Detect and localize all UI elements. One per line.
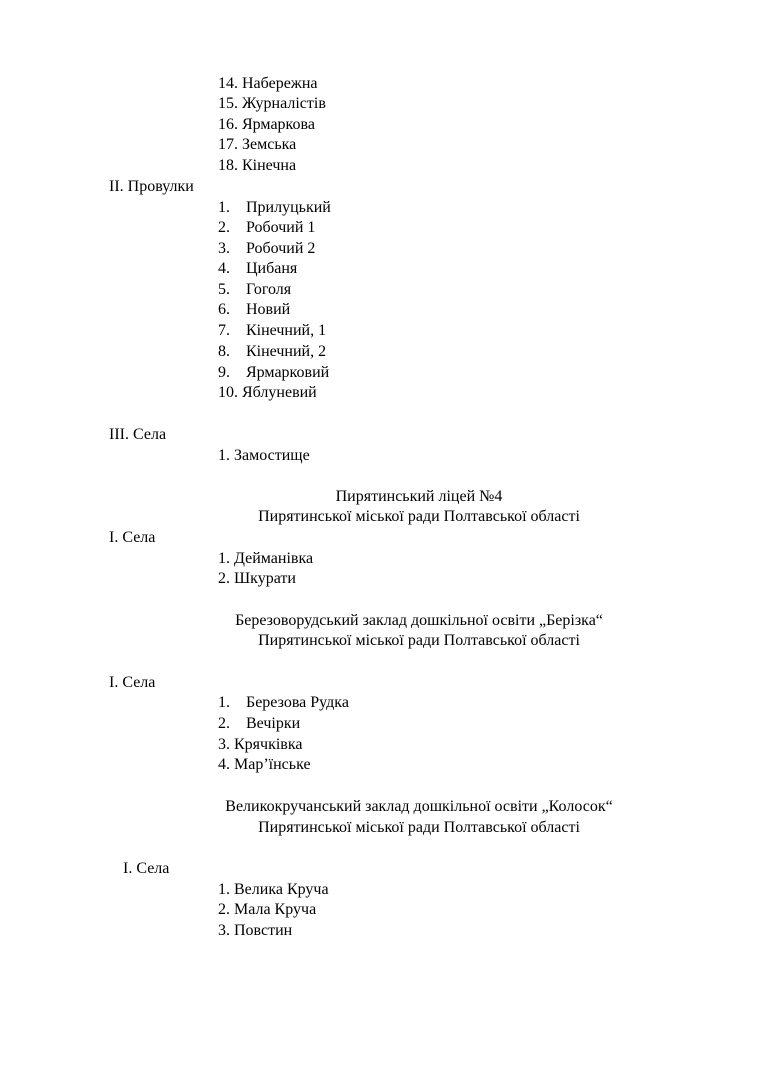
- list-item-lane: 4. Цибаня: [218, 260, 298, 277]
- institution-title: Березоворудський заклад дошкільної освіти „Берізка“: [235, 612, 603, 629]
- section-heading-villages: I. Села: [123, 860, 170, 877]
- list-item-lane: 1. Прилуцький: [218, 199, 331, 216]
- institution-subtitle: Пирятинської міської ради Полтавської області: [258, 819, 580, 836]
- list-item-street: 14. Набережна: [218, 75, 318, 92]
- list-item-village: 3. Крячківка: [218, 736, 303, 753]
- list-item-village: 4. Мар’їнське: [218, 756, 311, 773]
- list-item-lane: 2. Робочий 1: [218, 219, 316, 236]
- list-item-street: 15. Журналістів: [218, 95, 326, 112]
- institution-title: Великокручанський заклад дошкільної освіти „Колосок“: [225, 798, 613, 815]
- list-item-village: 1. Замостище: [218, 447, 310, 464]
- list-item-village: 1. Березова Рудка: [218, 694, 349, 711]
- list-item-village: 2. Шкурати: [218, 570, 296, 587]
- list-item-lane: 8. Кінечний, 2: [218, 343, 327, 360]
- list-item-lane: 6. Новий: [218, 301, 291, 318]
- list-item-lane: 3. Робочий 2: [218, 240, 316, 257]
- list-item-village: 1. Велика Круча: [218, 881, 329, 898]
- institution-title: Пирятинський ліцей №4: [335, 488, 503, 505]
- section-heading-villages: III. Села: [109, 426, 167, 443]
- section-heading-villages: I. Села: [109, 529, 156, 546]
- list-item-village: 1. Дейманівка: [218, 550, 314, 567]
- list-item-village: 2. Вечірки: [218, 715, 301, 732]
- institution-subtitle: Пирятинської міської ради Полтавської області: [258, 508, 580, 525]
- list-item-lane: 10. Яблуневий: [218, 384, 317, 401]
- list-item-lane: 9. Ярмарковий: [218, 364, 330, 381]
- list-item-village: 3. Повстин: [218, 922, 293, 939]
- list-item-street: 18. Кінечна: [218, 157, 297, 174]
- list-item-street: 17. Земська: [218, 136, 297, 153]
- institution-subtitle: Пирятинської міської ради Полтавської області: [258, 632, 580, 649]
- section-heading-lanes: II. Провулки: [109, 178, 194, 195]
- section-heading-villages: I. Села: [109, 674, 156, 691]
- list-item-lane: 5. Гоголя: [218, 281, 292, 298]
- list-item-lane: 7. Кінечний, 1: [218, 322, 327, 339]
- list-item-village: 2. Мала Круча: [218, 901, 317, 918]
- list-item-street: 16. Ярмаркова: [218, 116, 315, 133]
